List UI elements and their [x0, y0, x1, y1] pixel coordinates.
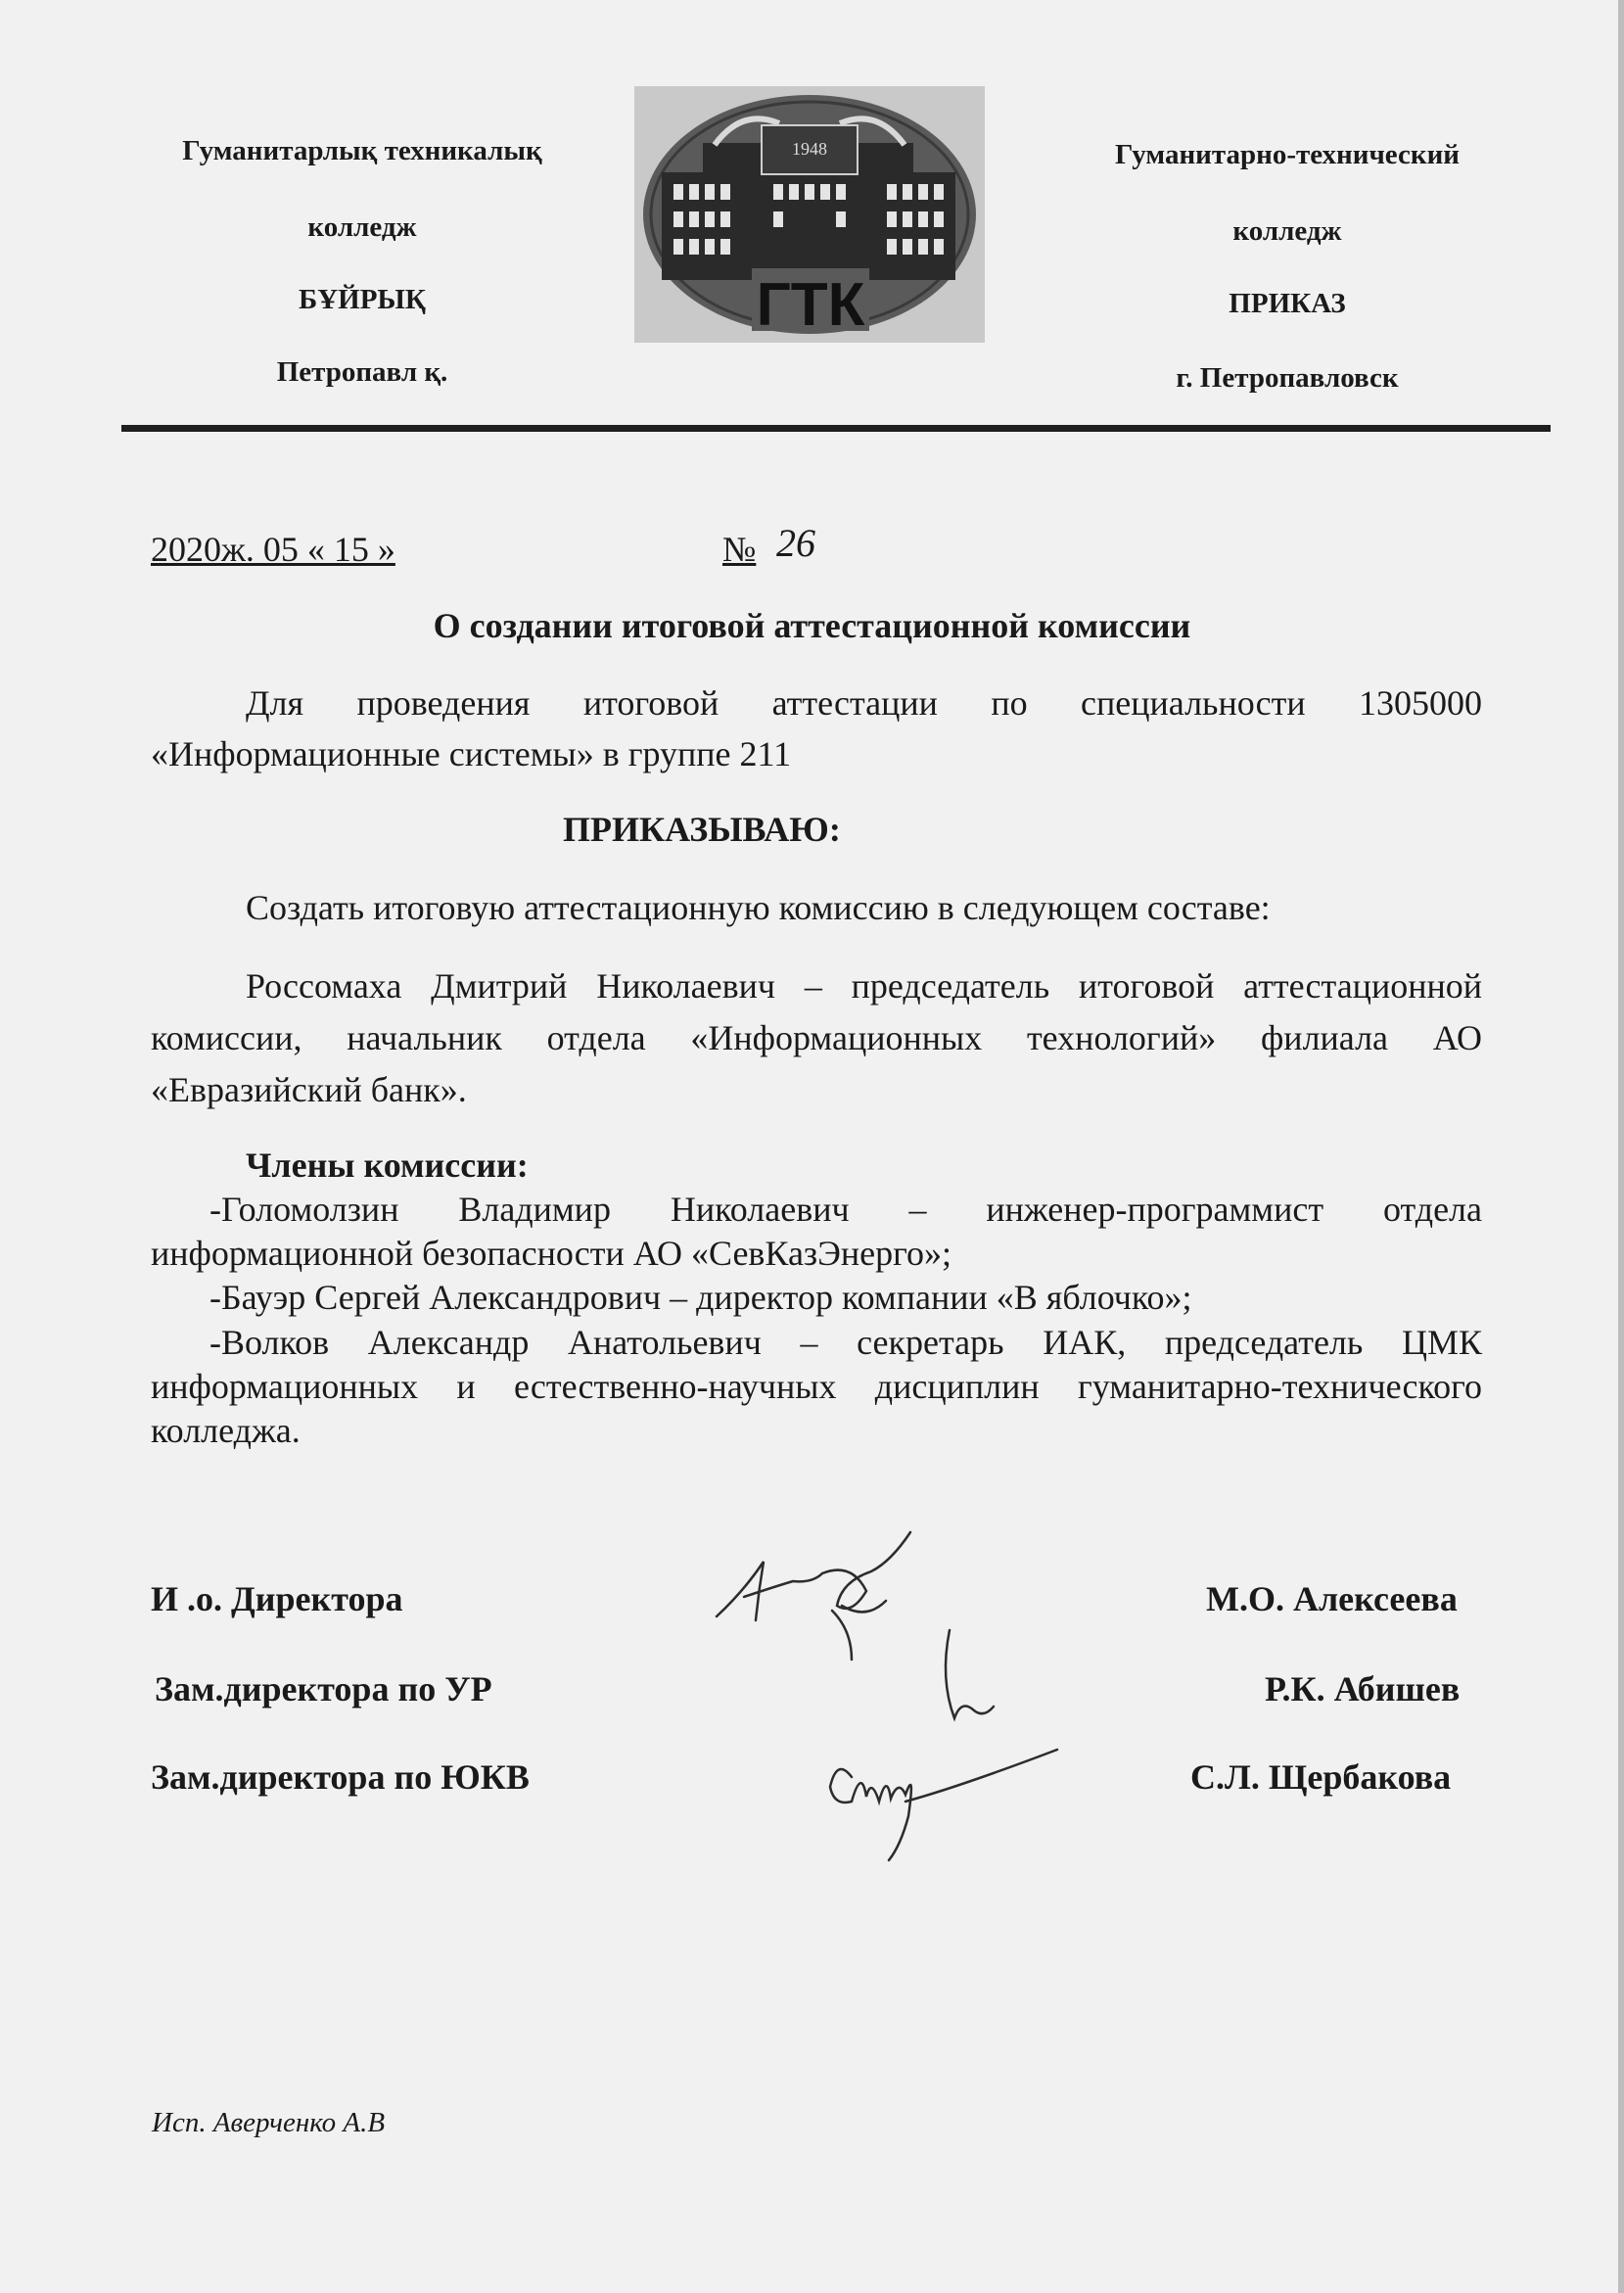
- member-3-line-1: -Волков Александр Анатольевич – секретарь ИАК, председатель ЦМК: [209, 1323, 1482, 1362]
- signatory-name-director: М.О. Алексеева: [1206, 1579, 1458, 1618]
- chairman-line-1: Россомаха Дмитрий Николаевич – председатель итоговой аттестационной: [246, 966, 1482, 1006]
- signatory-role-deputy-ukv: Зам.директора по ЮКВ: [151, 1757, 530, 1797]
- header-right-city: г. Петропавловск: [1176, 362, 1399, 394]
- logo-year: 1948: [792, 139, 827, 159]
- header-right-doc-type: ПРИКАЗ: [1229, 288, 1346, 319]
- create-commission-line: Создать итоговую аттестационную комиссию в следующем составе:: [246, 888, 1271, 927]
- member-3-line-2: информационных и естественно-научных дисциплин гуманитарно-технического: [151, 1367, 1482, 1406]
- member-2: -Бауэр Сергей Александрович – директор компании «В яблочко»;: [209, 1278, 1192, 1317]
- signatory-name-deputy-ukv: С.Л. Щербакова: [1190, 1757, 1452, 1797]
- college-logo: [634, 86, 985, 343]
- handwritten-signatures: [705, 1522, 1077, 1875]
- signatory-role-director: И .о. Директора: [151, 1579, 403, 1618]
- header-right-org-line1: Гуманитарно-технический: [1114, 139, 1461, 170]
- chairman-line-3: «Евразийский банк».: [151, 1070, 467, 1109]
- order-word: ПРИКАЗЫВАЮ:: [563, 810, 841, 849]
- executor-note: Исп. Аверченко А.В: [152, 2107, 386, 2138]
- members-heading: Члены комиссии:: [246, 1146, 529, 1185]
- header-left-city: Петропавл қ.: [276, 356, 448, 388]
- member-1-line-2: информационной безопасности АО «СевКазЭнерго»;: [151, 1234, 952, 1273]
- intro-line-1: Для проведения итоговой аттестации по специальности 1305000: [246, 683, 1482, 723]
- member-1-line-1: -Голомолзин Владимир Николаевич – инженер-программист отдела: [209, 1190, 1482, 1229]
- order-title: О создании итоговой аттестационной комиссии: [433, 606, 1191, 645]
- intro-line-2: «Информационные системы» в группе 211: [151, 734, 792, 773]
- header-left-doc-type: БҰЙРЫҚ: [299, 284, 426, 315]
- header-left-org-line1: Гуманитарлық техникалық: [182, 135, 542, 166]
- scan-edge: [1618, 0, 1624, 2293]
- chairman-line-2: комиссии, начальник отдела «Информационных технологий» филиала АО: [151, 1018, 1482, 1057]
- order-number-label: №: [722, 530, 757, 569]
- order-number-handwritten: 26: [776, 521, 815, 565]
- order-date: 2020ж. 05 « 15 »: [151, 530, 395, 569]
- header-left-org-line2: колледж: [307, 211, 417, 243]
- header-divider: [121, 425, 1551, 432]
- signatory-name-deputy-ur: Р.К. Абишев: [1265, 1669, 1461, 1708]
- member-3-line-3: колледжа.: [151, 1411, 301, 1450]
- header-right-org-line2: колледж: [1232, 215, 1342, 247]
- logo-letters: ГТК: [756, 271, 865, 339]
- signatory-role-deputy-ur: Зам.директора по УР: [155, 1669, 492, 1708]
